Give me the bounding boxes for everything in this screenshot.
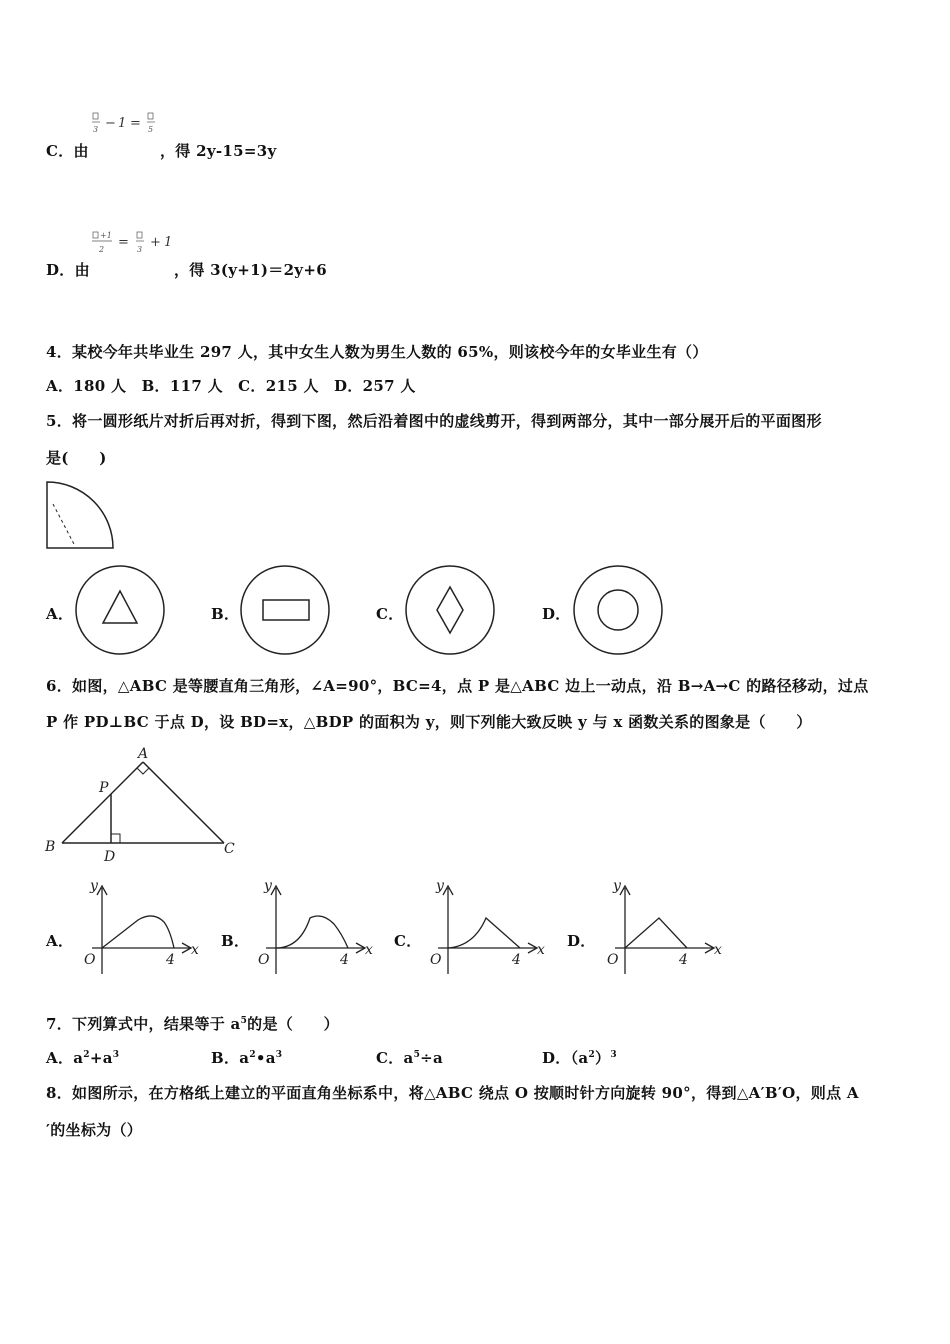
q3-option-c-letter: C．由 [46,142,89,160]
point-p-label: P [99,780,109,796]
y-axis-label: y [90,878,98,894]
q7-option-c[interactable] [376,1047,443,1068]
q7-option-d-op: ） [595,1049,611,1067]
q6-option-a-label: A． [46,932,74,950]
q6-option-b-graph[interactable] [252,876,372,976]
origin-label: O [430,952,442,968]
q7-option-d[interactable] [542,1047,617,1068]
q7-option-d-exp2: 3 [610,1050,617,1060]
y-axis-label: y [436,878,444,894]
q7-stem-superscript: 5 [240,1016,248,1026]
x-axis-label: x [191,942,199,958]
q5-option-d-label: D． [542,605,571,623]
vertex-a-label: A [138,746,149,762]
q6-stem-line1: 6．如图，△ABC 是等腰直角三角形，∠A=90°，BC=4，点 P 是△ABC 边上一动点，沿 B→A→C 的路径移动，过点 [46,677,869,695]
q7-option-d-base: D．（a [542,1049,589,1067]
svg-text:+1: +1 [100,231,112,240]
q7-option-d-exp1: 2 [588,1050,595,1060]
origin-label: O [84,952,96,968]
q3-option-c-result: ，得 2y-15=3y [160,142,277,160]
q7-option-a-exp1: 2 [83,1050,90,1060]
x-tick-4-label: 4 [166,952,175,968]
q7-option-b[interactable] [211,1047,282,1068]
q6-option-a-graph[interactable] [78,876,198,976]
svg-text:2: 2 [99,245,105,254]
q3-option-c-fraction-graphic [92,112,162,138]
q7-option-a-op: +a [89,1049,113,1067]
q5-option-c-circle-diamond[interactable] [403,563,497,657]
q5-option-a-label: A． [46,605,74,623]
svg-text:3: 3 [93,125,99,134]
q6-option-b-label: B． [221,932,250,950]
q3-option-d-fraction-graphic [92,230,182,258]
q5-folded-paper-figure [45,480,115,552]
svg-text:3: 3 [137,245,143,254]
q5-option-d-concentric-circles[interactable] [571,563,665,657]
q7-option-b-base: B．a [211,1049,250,1067]
q4-stem: 4．某校今年共毕业生 297 人，其中女生人数为男生人数的 65%，则该校今年的女毕业生有（） [46,343,708,361]
q5-stem-line2: 是( ) [46,449,107,467]
x-tick-4-label: 4 [679,952,688,968]
svg-text:1: 1 [118,116,127,131]
x-axis-label: x [537,942,545,958]
q5-stem-line1: 5．将一圆形纸片对折后再对折，得到下图，然后沿着图中的虚线剪开，得到两部分，其中一部分展开后的平面图形 [46,412,822,430]
q8-stem-line2: ′的坐标为（） [46,1121,143,1139]
q6-option-d-label: D． [567,932,596,950]
q3-option-d-letter: D．由 [46,261,90,279]
q7-stem-part-b: 的是（ ） [247,1015,339,1033]
svg-text:=: = [118,235,129,250]
svg-text:−: − [105,116,116,131]
q3-option-d-result: ，得 3(y+1)＝2y+6 [174,261,327,279]
x-tick-4-label: 4 [512,952,521,968]
q6-option-c-label: C． [394,932,422,950]
y-axis-label: y [264,878,272,894]
q7-option-b-exp1: 2 [249,1050,256,1060]
q7-option-c-exp1: 5 [413,1050,421,1060]
y-axis-label: y [613,878,621,894]
svg-text:5: 5 [148,125,154,134]
q7-option-b-op: •a [255,1049,276,1067]
q5-option-a-circle-triangle[interactable] [73,563,167,657]
origin-label: O [607,952,619,968]
q6-option-d-graph[interactable] [601,876,721,976]
svg-text:+: + [150,235,161,250]
q7-stem [46,1013,339,1034]
svg-text:=: = [130,116,141,131]
q8-stem-line1: 8．如图所示，在方格纸上建立的平面直角坐标系中，将△ABC 绕点 O 按顺时针方向旋转 90°，得到△A′B′O，则点 A [46,1084,859,1102]
q7-option-a-base: A．a [46,1049,84,1067]
vertex-b-label: B [45,839,56,855]
q6-triangle-figure [44,745,244,865]
x-axis-label: x [365,942,373,958]
q7-option-a-exp2: 3 [112,1050,120,1060]
q7-option-b-exp2: 3 [275,1050,283,1060]
point-d-label: D [104,849,116,865]
svg-text:1: 1 [164,235,173,250]
q7-option-c-op: ÷a [420,1049,444,1067]
q4-options: A．180 人 B．117 人 C．215 人 D．257 人 [46,377,416,395]
origin-label: O [258,952,270,968]
x-tick-4-label: 4 [340,952,349,968]
x-axis-label: x [714,942,722,958]
vertex-c-label: C [224,841,235,857]
q5-option-c-label: C． [376,605,404,623]
q6-option-c-graph[interactable] [424,876,544,976]
q7-option-a[interactable] [46,1047,119,1068]
q7-stem-part-a: 7．下列算式中，结果等于 a [46,1015,241,1033]
q5-option-b-label: B． [211,605,240,623]
q6-stem-line2: P 作 PD⊥BC 于点 D，设 BD=x，△BDP 的面积为 y，则下列能大致反映 y 与 x 函数关系的图象是（ ） [46,713,812,731]
q7-option-c-base: C．a [376,1049,414,1067]
q5-option-b-circle-rectangle[interactable] [238,563,332,657]
